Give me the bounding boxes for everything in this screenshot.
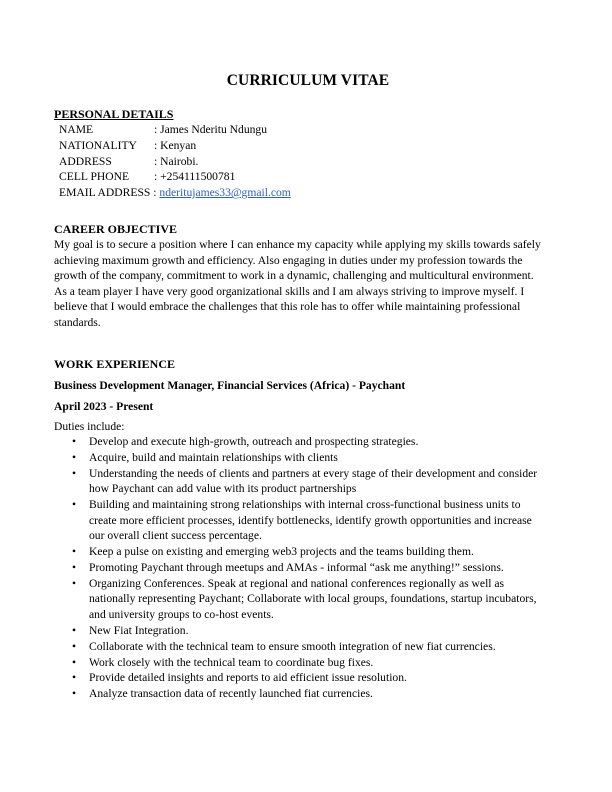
bullet-icon: • [72,576,77,590]
duty-item [54,576,560,623]
duty-line: Organizing Conferences. Speak at regional and national conferences regionally as well as [89,576,505,590]
bullet-icon: • [72,435,77,448]
bullet-icon: • [72,687,77,701]
bullet-icon: • [72,560,77,574]
detail-label: NAME [59,123,94,136]
duty-item [54,497,560,544]
personal-details-table [59,122,291,201]
duty-item [54,466,560,497]
bullet-icon: • [72,639,77,653]
detail-label: ADDRESS [59,154,112,168]
duties-list [54,434,560,702]
bullet-icon: • [72,450,77,464]
duty-line: Promoting Paychant through meetups and AMAs - informal “ask me anything!” sessions. [89,560,504,574]
duty-item [54,670,560,686]
paragraph-line: My goal is to secure a position where I can enhance my capacity while applying my skills towards safely [54,238,541,251]
email-separator: : [150,186,160,200]
paragraph-line: achieving maximum growth and efficiency. Also engaging in duties under my profession towards the [54,253,523,267]
bullet-icon: • [72,498,77,512]
duty-item [54,560,560,576]
detail-value: : Kenyan [154,138,197,152]
duty-line: Understanding the needs of clients and partners at every stage of their development and consider [89,466,538,480]
paragraph-line: standards. [54,315,101,329]
bullet-icon: • [72,466,77,480]
bullet-icon: • [72,623,77,637]
duty-item [54,544,560,560]
paragraph-line: believe that I would embrace the challenges that this role has to offer while maintaining professional [54,300,521,313]
bullet-icon: • [72,545,77,559]
detail-row-cell-phone [59,169,291,185]
duty-item [54,686,560,702]
personal-details-heading: PERSONAL DETAILS [54,107,174,121]
work-experience-heading: WORK EXPERIENCE [54,357,176,371]
duty-line: nationally representing Paychant; Collaborate with local groups, foundations, startup incubators, [89,592,537,606]
detail-value: : James Nderitu Ndungu [154,123,268,136]
duty-item [54,623,560,639]
duty-line: Collaborate with the technical team to ensure smooth integration of new fiat currencies. [89,639,496,653]
duty-item [54,655,560,671]
detail-value: : Nairobi. [154,154,199,168]
duty-line: and university groups to co-host events. [89,607,274,621]
duty-line: Analyze transaction data of recently launched fiat currencies. [89,687,373,701]
detail-row-address [59,154,291,170]
paragraph-line: growth of the company, commitment to work in a dynamic, challenging and multicultural environment. [54,269,534,282]
duty-line: our overall client success percentage. [89,529,262,543]
document-title: CURRICULUM VITAE [226,72,390,89]
detail-row-name [59,122,291,138]
duty-item [54,639,560,655]
duties-label: Duties include: [54,420,125,433]
detail-label: CELL PHONE [59,170,130,184]
duty-line: New Fiat Integration. [89,623,189,637]
detail-row-nationality [59,138,291,154]
duty-line: Develop and execute high-growth, outreach and prospecting strategies. [89,435,419,448]
duty-item [54,450,560,466]
detail-value: : +254111500781 [154,170,236,184]
duty-line: Building and maintaining strong relationships with internal cross-functional business units to [89,498,521,512]
job-period: April 2023 - Present [54,400,154,413]
duty-line: Keep a pulse on existing and emerging web3 projects and the teams building them. [89,545,474,559]
detail-row-email [59,185,291,201]
duty-line: Acquire, build and maintain relationships with clients [89,450,338,464]
career-objective-heading: CAREER OBJECTIVE [54,222,178,236]
job-title: Business Development Manager, Financial Services (Africa) - Paychant [54,379,406,392]
detail-label: EMAIL ADDRESS [59,186,151,200]
duty-line: Provide detailed insights and reports to aid efficient issue resolution. [89,671,407,685]
bullet-icon: • [72,655,77,669]
duty-line: how Paychant can add value with its product partnerships [89,482,357,496]
duty-line: Work closely with the technical team to coordinate bug fixes. [89,655,374,669]
email-link[interactable]: nderitujames33@gmail.com [159,186,291,200]
bullet-icon: • [72,671,77,685]
duty-item [54,434,560,450]
career-objective-paragraph [54,237,560,330]
paragraph-line: As a team player I have very good organizational skills and I am always striving to improve myself. I [54,284,525,298]
detail-value [150,185,290,201]
detail-label: NATIONALITY [59,138,137,152]
duty-line: create more efficient processes, identify bottlenecks, identify growth opportunities and increase [89,513,532,527]
